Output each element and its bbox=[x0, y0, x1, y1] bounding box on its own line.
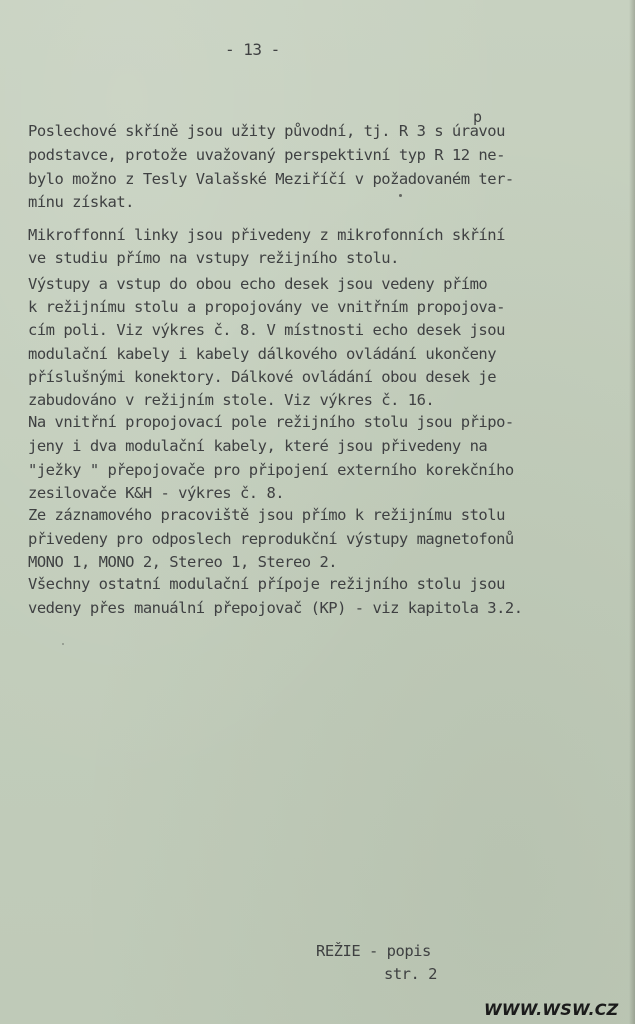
superscript-correction: p bbox=[473, 108, 482, 126]
ink-speck bbox=[62, 643, 64, 645]
text-line: ve studiu přímo na vstupy režijního stolu. bbox=[28, 249, 399, 267]
text-line: podstavce, protože uvažovaný perspektivní typ R 12 ne- bbox=[28, 146, 505, 164]
page-number: - 13 - bbox=[225, 40, 280, 59]
ink-speck bbox=[399, 194, 402, 197]
text-line: MONO 1, MONO 2, Stereo 1, Stereo 2. bbox=[28, 553, 338, 571]
site-watermark: WWW.WSW.CZ bbox=[484, 1000, 619, 1019]
text-line: Na vnitřní propojovací pole režijního stolu jsou připo- bbox=[28, 413, 514, 431]
text-line: Poslechové skříně jsou užity původní, tj. R 3 s úravou bbox=[28, 122, 505, 140]
text-line: modulační kabely i kabely dálkového ovládání ukončeny bbox=[28, 345, 497, 363]
text-line: mínu získat. bbox=[28, 193, 134, 211]
text-line: Ze záznamového pracoviště jsou přímo k režijnímu stolu bbox=[28, 506, 505, 524]
text-line: Výstupy a vstup do obou echo desek jsou vedeny přímo bbox=[28, 275, 488, 293]
footer-page-number: str. 2 bbox=[384, 965, 437, 983]
text-line: zesilovače K&H - výkres č. 8. bbox=[28, 484, 285, 502]
text-line: k režijnímu stolu a propojovány ve vnitřním propojova- bbox=[28, 298, 505, 316]
text-line: bylo možno z Tesly Valašské Meziříčí v požadovaném ter- bbox=[28, 170, 514, 188]
text-line: "ježky " přepojovače pro připojení externího korekčního bbox=[28, 461, 514, 479]
text-line: jeny i dva modulační kabely, které jsou přivedeny na bbox=[28, 437, 488, 455]
text-line: příslušnými konektory. Dálkové ovládání obou desek je bbox=[28, 368, 497, 386]
text-line: cím poli. Viz výkres č. 8. V místnosti echo desek jsou bbox=[28, 321, 505, 339]
page-edge-shadow bbox=[629, 0, 635, 1024]
footer-title: REŽIE - popis bbox=[316, 942, 431, 960]
text-line: přivedeny pro odposlech reprodukční výstupy magnetofonů bbox=[28, 530, 514, 548]
text-line: vedeny přes manuální přepojovač (KP) - viz kapitola 3.2. bbox=[28, 599, 523, 617]
text-line: Mikroffonní linky jsou přivedeny z mikrofonních skříní bbox=[28, 226, 505, 244]
text-line: zabudováno v režijním stole. Viz výkres č. 16. bbox=[28, 391, 435, 409]
text-line: Všechny ostatní modulační přípoje režijního stolu jsou bbox=[28, 575, 505, 593]
